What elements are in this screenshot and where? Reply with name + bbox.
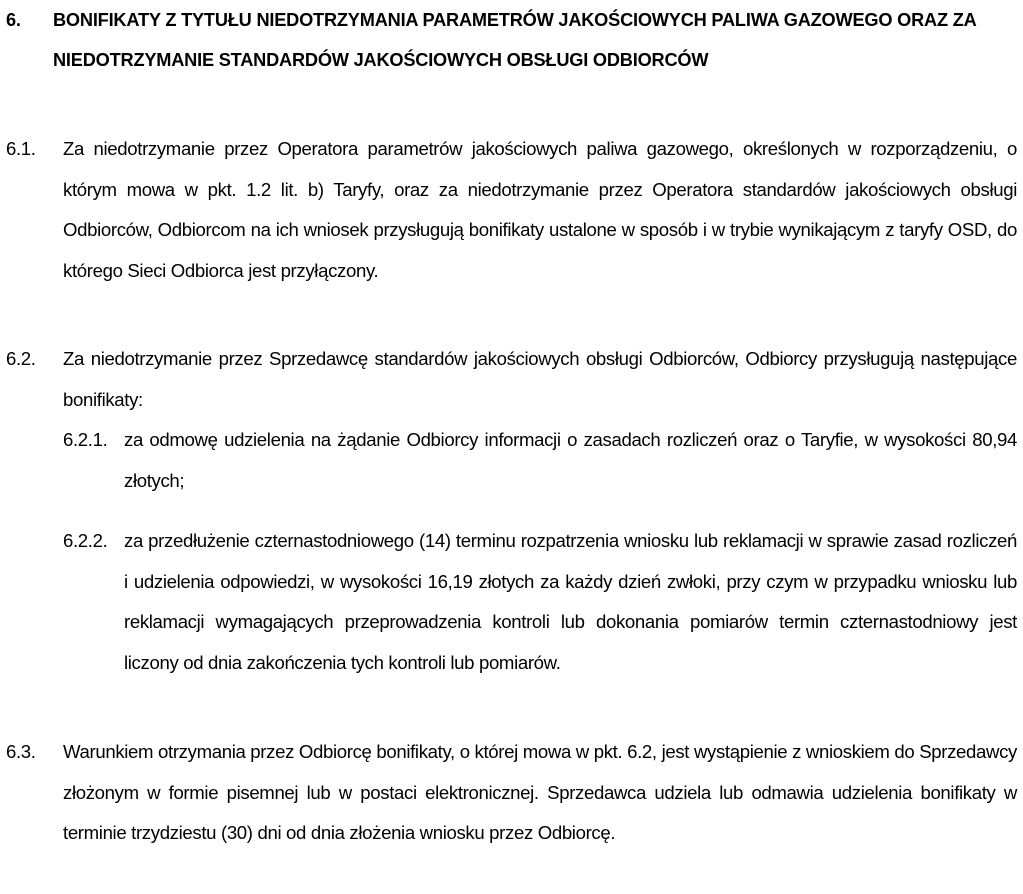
subparagraph-number: 6.2.1.: [63, 429, 108, 450]
paragraph-text: Za niedotrzymanie przez Operatora parametrów jakościowych paliwa gazowego, określonych w rozporządzeniu, o którym mowa w pkt. 1.2 lit. b) Taryfy, oraz za niedotrzymanie przez Operatora standardów jakościowych obsługi Odbiorców, Odbiorcom na ich wniosek przysługują bonifikaty ustalone w sposób i w trybie wynikającym z taryfy OSD, do którego Sieci Odbiorca jest przyłączony.: [63, 138, 1017, 281]
paragraph-number: 6.3.: [6, 741, 36, 762]
paragraph-6-2: [6, 339, 1017, 420]
paragraph-number: 6.2.: [6, 348, 36, 369]
paragraph-text: Za niedotrzymanie przez Sprzedawcę standardów jakościowych obsługi Odbiorców, Odbiorcy przysługują następujące bonifikaty:: [63, 348, 1017, 410]
subparagraph-text: za odmowę udzielenia na żądanie Odbiorcy informacji o zasadach rozliczeń oraz o Taryfie, w wysokości 80,94 złotych;: [124, 429, 1017, 491]
subparagraph-6-2-1: [63, 420, 1017, 501]
subparagraph-6-2-2: [63, 521, 1017, 683]
paragraph-text: Warunkiem otrzymania przez Odbiorcę bonifikaty, o której mowa w pkt. 6.2, jest wystąpienie z wnioskiem do Sprzedawcy złożonym w formie pisemnej lub w postaci elektronicznej. Sprzedawca udziela lub odmawia udzielenia bonifikaty w terminie trzydziestu (30) dni od dnia złożenia wniosku przez Odbiorcę.: [63, 741, 1017, 843]
subparagraph-text: za przedłużenie czternastodniowego (14) terminu rozpatrzenia wniosku lub reklamacji w sprawie zasad rozliczeń i udzielenia odpowiedzi, w wysokości 16,19 złotych za każdy dzień zwłoki, przy czym w przypadku wniosku lub reklamacji wymagających przeprowadzenia kontroli lub dokonania pomiarów termin czternastodniowy jest liczony od dnia zakończenia tych kontroli lub pomiarów.: [124, 530, 1017, 673]
section-title: BONIFIKATY Z TYTUŁU NIEDOTRZYMANIA PARAMETRÓW JAKOŚCIOWYCH PALIWA GAZOWEGO ORAZ ZA NIEDOTRZYMANIE STANDARDÓW JAKOŚCIOWYCH OBSŁUGI ODBIORCÓW: [53, 10, 976, 71]
section-heading: [6, 0, 1016, 81]
section-number: 6.: [6, 10, 21, 30]
paragraph-number: 6.1.: [6, 138, 36, 159]
paragraph-6-3: [6, 732, 1017, 854]
paragraph-6-1: [6, 129, 1017, 291]
subparagraph-number: 6.2.2.: [63, 530, 108, 551]
